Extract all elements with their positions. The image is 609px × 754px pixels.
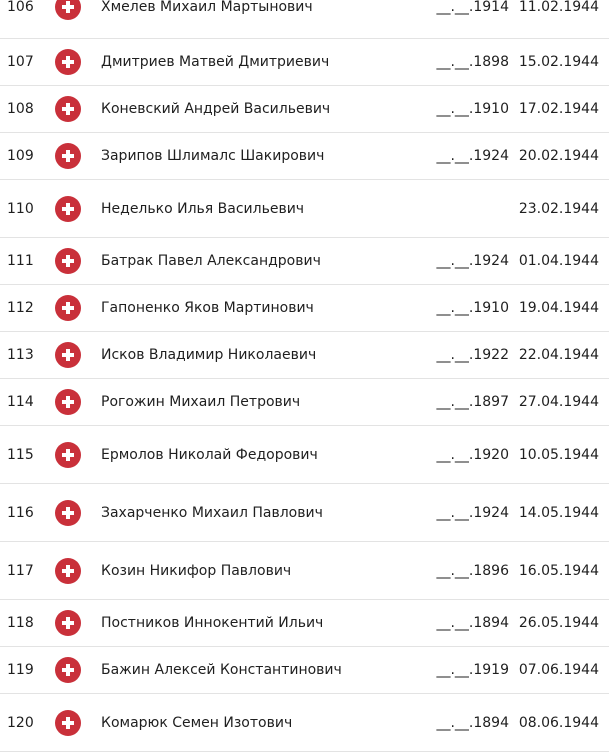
person-name[interactable]: Неделько Илья Васильевич	[101, 200, 305, 217]
person-name[interactable]: Постников Иннокентий Ильич	[101, 615, 324, 631]
person-name[interactable]: Ермолов Николай Федорович	[101, 446, 318, 463]
list-item[interactable]	[0, 0, 609, 39]
row-number: 116	[7, 504, 34, 521]
death-date: 07.06.1944	[518, 662, 599, 678]
death-date: 08.06.1944	[518, 714, 599, 731]
birth-date: __.__.1914	[436, 0, 509, 15]
list-item[interactable]	[0, 647, 609, 694]
death-date: 15.02.1944	[518, 54, 599, 70]
row-number: 118	[7, 615, 34, 631]
medical-cross-icon[interactable]	[55, 558, 81, 584]
medical-cross-icon[interactable]	[55, 96, 81, 122]
birth-date: __.__.1896	[436, 562, 509, 579]
row-number: 106	[7, 0, 34, 15]
row-number: 119	[7, 662, 34, 678]
medical-cross-icon[interactable]	[55, 500, 81, 526]
list-item[interactable]	[0, 133, 609, 180]
row-number: 111	[7, 253, 34, 269]
row-number: 115	[7, 446, 34, 463]
list-item[interactable]	[0, 180, 609, 238]
birth-date: __.__.1924	[436, 253, 509, 269]
birth-date: __.__.1910	[436, 300, 509, 316]
row-number: 107	[7, 54, 34, 70]
death-date: 23.02.1944	[518, 200, 599, 217]
medical-cross-icon[interactable]	[55, 0, 81, 20]
birth-date: __.__.1922	[436, 347, 509, 363]
birth-date: __.__.1910	[436, 101, 509, 117]
birth-date: __.__.1919	[436, 662, 509, 678]
medical-cross-icon[interactable]	[55, 442, 81, 468]
row-number: 114	[7, 394, 34, 410]
person-name[interactable]: Гапоненко Яков Мартинович	[101, 300, 314, 316]
list-item[interactable]	[0, 238, 609, 285]
list-item[interactable]	[0, 694, 609, 752]
medical-cross-icon[interactable]	[55, 196, 81, 222]
birth-date: __.__.1894	[436, 714, 509, 731]
row-number: 112	[7, 300, 34, 316]
list-item[interactable]	[0, 426, 609, 484]
death-date: 19.04.1944	[518, 300, 599, 316]
death-date: 16.05.1944	[518, 562, 599, 579]
medical-cross-icon[interactable]	[55, 610, 81, 636]
birth-date: __.__.1897	[436, 394, 509, 410]
medical-cross-icon[interactable]	[55, 657, 81, 683]
row-number: 113	[7, 347, 34, 363]
person-name[interactable]: Хмелев Михаил Мартынович	[101, 0, 313, 15]
death-date: 14.05.1944	[518, 504, 599, 521]
person-name[interactable]: Батрак Павел Александрович	[101, 253, 321, 269]
list-item[interactable]	[0, 379, 609, 426]
death-date: 11.02.1944	[518, 0, 599, 15]
row-number: 109	[7, 148, 34, 164]
row-number: 117	[7, 562, 34, 579]
list-item[interactable]	[0, 600, 609, 647]
medical-cross-icon[interactable]	[55, 389, 81, 415]
row-number: 110	[7, 200, 34, 217]
death-date: 10.05.1944	[518, 446, 599, 463]
death-date: 17.02.1944	[518, 101, 599, 117]
list-item[interactable]	[0, 484, 609, 542]
list-item[interactable]	[0, 86, 609, 133]
medical-cross-icon[interactable]	[55, 342, 81, 368]
medical-cross-icon[interactable]	[55, 49, 81, 75]
person-name[interactable]: Козин Никифор Павлович	[101, 562, 292, 579]
birth-date: __.__.1898	[436, 54, 509, 70]
death-date: 26.05.1944	[518, 615, 599, 631]
list-item[interactable]	[0, 542, 609, 600]
death-date: 20.02.1944	[518, 148, 599, 164]
birth-date: __.__.1924	[436, 504, 509, 521]
person-name[interactable]: Рогожин Михаил Петрович	[101, 394, 301, 410]
person-name[interactable]: Захарченко Михаил Павлович	[101, 504, 323, 521]
death-date: 01.04.1944	[518, 253, 599, 269]
death-date: 22.04.1944	[518, 347, 599, 363]
birth-date: __.__.1920	[436, 446, 509, 463]
list-item[interactable]	[0, 285, 609, 332]
death-date: 27.04.1944	[518, 394, 599, 410]
person-name[interactable]: Дмитриев Матвей Дмитриевич	[101, 54, 330, 70]
birth-date: __.__.1894	[436, 615, 509, 631]
person-name[interactable]: Бажин Алексей Константинович	[101, 662, 342, 678]
medical-cross-icon[interactable]	[55, 295, 81, 321]
row-number: 108	[7, 101, 34, 117]
medical-cross-icon[interactable]	[55, 710, 81, 736]
list-item[interactable]	[0, 332, 609, 379]
medical-cross-icon[interactable]	[55, 143, 81, 169]
person-name[interactable]: Коневский Андрей Васильевич	[101, 101, 331, 117]
medical-cross-icon[interactable]	[55, 248, 81, 274]
person-name[interactable]: Исков Владимир Николаевич	[101, 347, 317, 363]
person-name[interactable]: Комарюк Семен Изотович	[101, 714, 293, 731]
list-item[interactable]	[0, 39, 609, 86]
person-name[interactable]: Зарипов Шлималс Шакирович	[101, 148, 325, 164]
birth-date: __.__.1924	[436, 148, 509, 164]
row-number: 120	[7, 714, 34, 731]
